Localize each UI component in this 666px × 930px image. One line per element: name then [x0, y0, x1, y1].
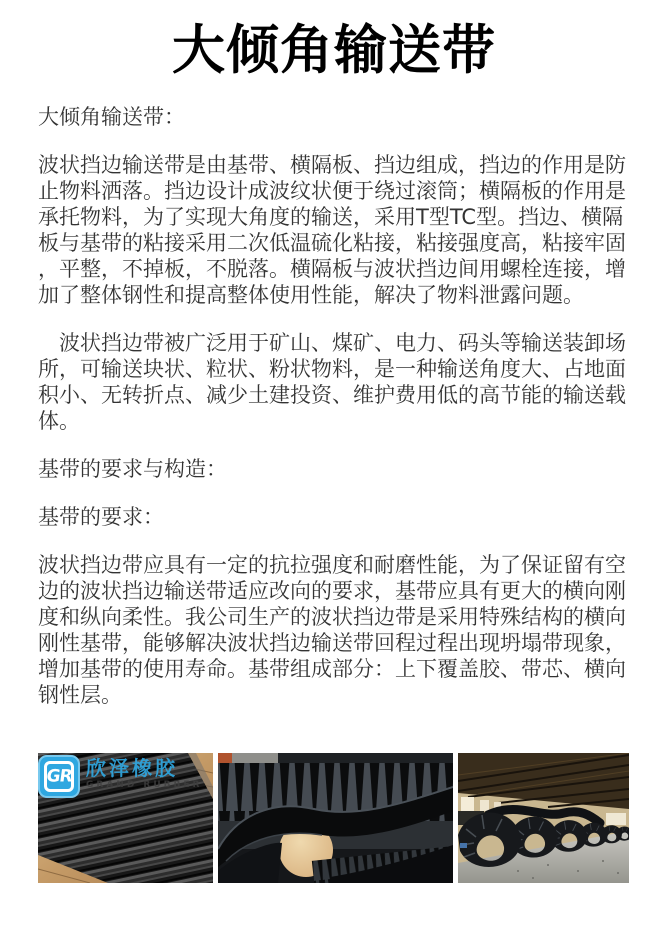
paragraph-structure: 波状挡边输送带是由基带、横隔板、挡边组成，挡边的作用是防止物料洒落。挡边设计成波纹状便于绕过滚筒；横隔板的作用是承托物料，为了实现大角度的输送，采用T型TC型。挡边、横隔板与基带的粘接采用二次低温硫化粘接，粘接强度高，粘接牢固，平整，不掉板，不脱落。横隔板与波状挡边间用螺栓连接，增加了整体钢性和提高整体使用性能，解决了物料泄露问题。: [38, 153, 626, 307]
sidewall-belts-warehouse-photo: [458, 753, 629, 883]
brand-monogram: GR: [45, 766, 73, 787]
paragraph-applications: 波状挡边带被广泛用于矿山、煤矿、电力、码头等输送装卸场所，可输送块状、粒状、粉状物料，是一种输送角度大、占地面积小、无转折点、减少土建投资、维护费用低的高节能的输送载体。: [38, 331, 626, 433]
brand-logo: [38, 755, 202, 798]
paragraph-base-belt-heading: 基带的要求与构造：: [38, 457, 227, 481]
brand-badge-icon: [38, 755, 80, 798]
warehouse-art: [458, 753, 629, 883]
paragraph-base-belt-detail: 波状挡边带应具有一定的抗拉强度和耐磨性能，为了保证留有空边的波状挡边输送带适应改向的要求，基带应具有更大的横向刚度和纵向柔性。我公司生产的波状挡边带是采用特殊结构的横向刚性基带，能够解决波状挡边输送带回程过程出现坍塌带现象，增加基带的使用寿命。基带组成部分：上下覆盖胶、带芯、横向钢性层。: [38, 553, 626, 707]
brand-text: [86, 755, 202, 790]
sidewall-belt-closeup-photo: [218, 753, 453, 883]
product-photo-strip: [38, 753, 629, 883]
brand-name-cn: 欣泽橡胶: [86, 756, 178, 780]
corrugated-sidewall-sheets-photo: [38, 753, 213, 883]
brand-name-en: GRAND RUBBER: [86, 780, 203, 790]
paragraph-intro-label: 大倾角输送带：: [38, 105, 185, 129]
sidewall-belt-closeup-art: [218, 753, 453, 883]
page-title: 大倾角输送带: [172, 20, 496, 81]
paragraph-base-belt-requirement-heading: 基带的要求：: [38, 505, 164, 529]
